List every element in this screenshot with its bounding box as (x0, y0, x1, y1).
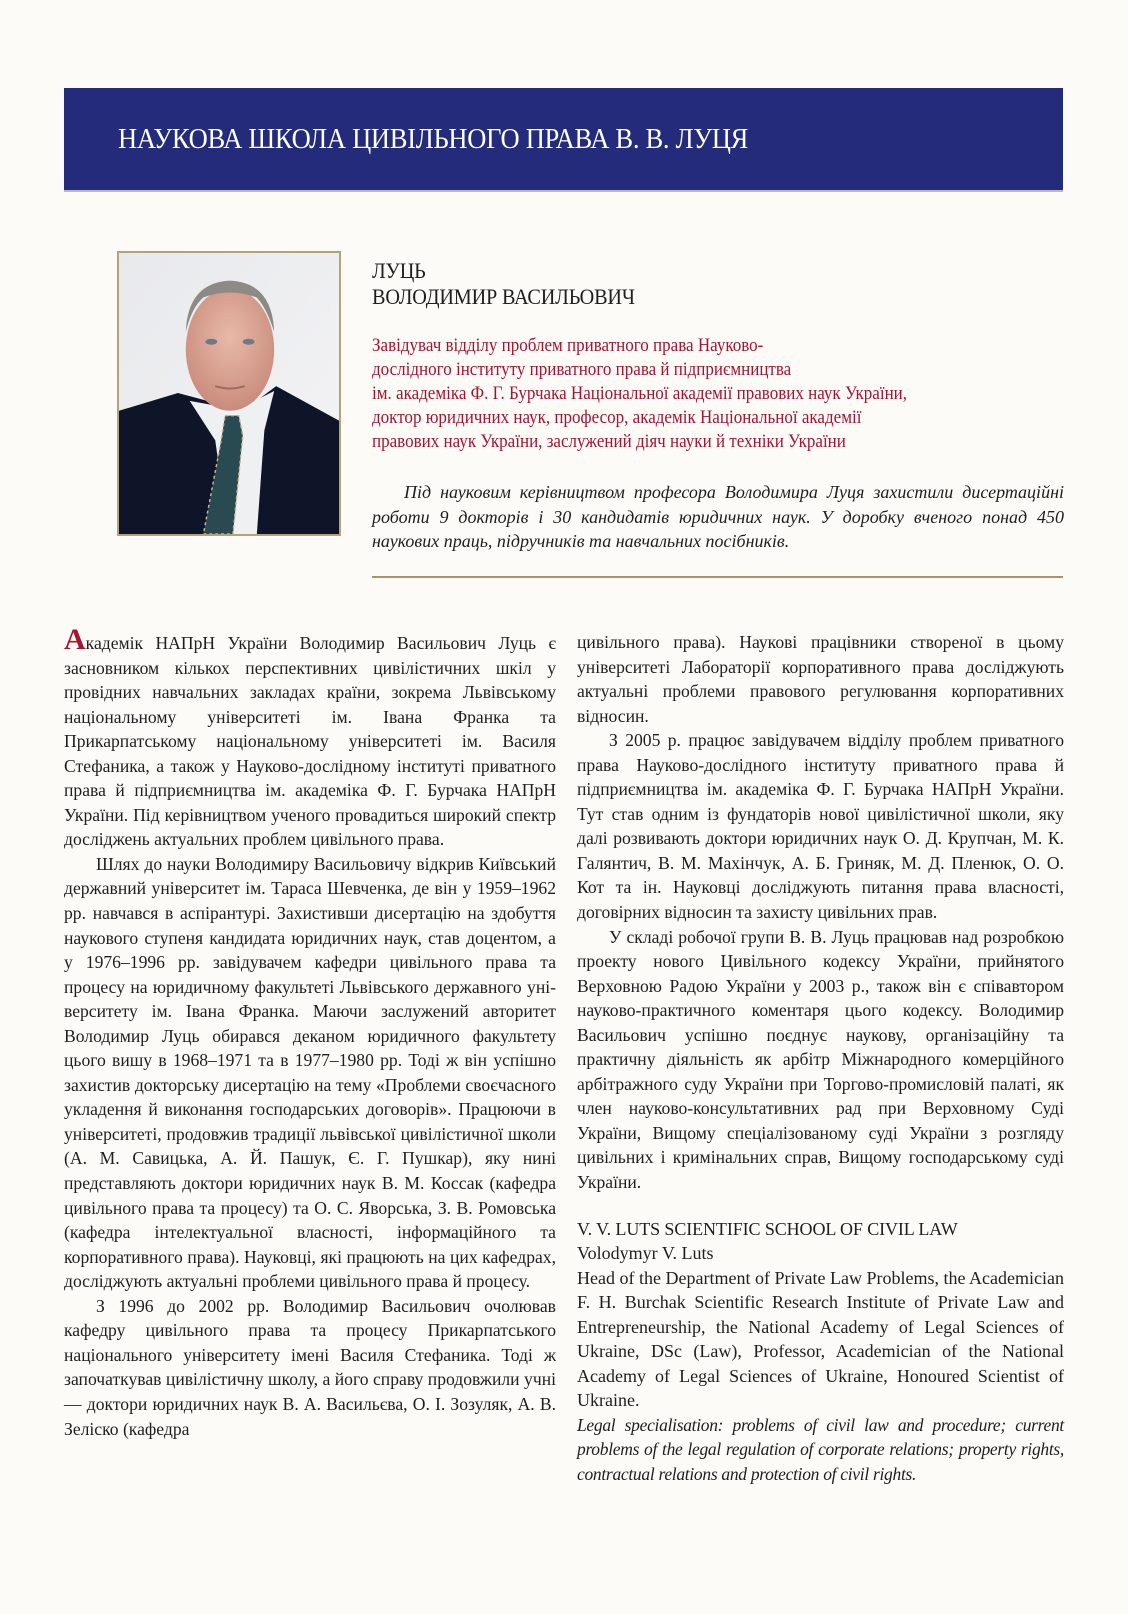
english-position: Head of the Department of Private Law Problems, the Academician F. H. Burchak Scientific Research Institute of Private Law and Entrepreneurship, the National Academy of Legal Sciences of Ukraine, DSc (Law), Professor, Academician of the National Academy of Legal Sciences of Ukraine, Honoured Scientist of Ukraine. (577, 1267, 1064, 1411)
surname: ЛУЦЬ (372, 258, 426, 283)
position-line: доктор юридичних наук, професор, академік Національної академії (372, 408, 862, 428)
position-description (372, 334, 1034, 454)
body-column-left (64, 623, 556, 1441)
paragraph: Шлях до науки Володимиру Васильовичу відкрив Київський державний університет ім. Тараса Шевченка, де він у 1959–1962 рр. навчався в аспірантурі. Захистивши дисертацію на здобуття наукового ступеня кандидата юридичних наук, став доцентом, а у 1976–1996 рр. завідувачем кафедри цивільного права та процесу на юридичному факультеті Львівського державного університету ім. Івана Франка. Маючи заслужений авторитет Володимир Луць обирався деканом юридичного факультету цього вишу в 1968–1971 та в 1977–1980 рр. Тоді ж він успішно захистив докторську дисертацію на тему «Проблеми своєчасного укладення й виконання господарських договорів». Працюючи в університеті, продовжив традиції львівської цивілістичної школи (А. М. Савицька, А. Й. Пашук, Є. Г. Пушкар), яку нині представляють доктори юридичних наук В. М. Коссак (кафедра цивільного права та процесу) та О. С. Яворська, З. В. Ромовська (кафедра інтелектуальної власності, інформаційного та корпоративного права). Науковці, які працюють на цих кафедрах, досліджують актуальні проблеми цивільного права й процесу. (64, 853, 556, 1292)
given-names: ВОЛОДИМИР ВАСИЛЬОВИЧ (372, 284, 635, 309)
header-banner (64, 88, 1063, 192)
english-abstract (577, 1217, 1064, 1487)
position-line: дослідного інституту приватного права й підприємництва (372, 360, 792, 380)
divider (372, 576, 1063, 578)
portrait-image-icon (119, 253, 339, 534)
position-line: Завідувач відділу проблем приватного права Науково- (372, 336, 764, 356)
paragraph: З 2005 р. працює завідувачем відділу проблем приватного права Науково-дослідного інституту приватного права й підприємництва ім. академіка Ф. Г. Бурчака НАПрН України. Тут став одним із фундаторів нової цивілістичної школи, яку далі розвивають доктори юридичних наук О. Д. Крупчан, М. К. Галянтич, В. М. Махінчук, А. Б. Гриняк, М. Д. Пленюк, О. О. Кот та ін. Науковці досліджують питання права власності, договірних відносин та захисту цивільних прав. (577, 730, 1064, 923)
english-title: V. V. LUTS SCIENTIFIC SCHOOL OF CIVIL LAW (577, 1218, 958, 1239)
english-specialisation: Legal specialisation: problems of civil law and procedure; current problems of the legal regulation of corporate relations; property rights, contractual relations and protection of civil rights. (577, 1414, 1064, 1484)
paragraph: У складі робочої групи В. В. Луць працював над розробкою проекту нового Цивільного кодексу України, прийнятого Верховною Радою України у 2003 р., також він є співавтором науково-практичного коментаря цього кодексу. Володимир Васильович успішно поєднує наукову, організаційну та практичну діяльність як арбітр Міжнародного комерційного арбітражного суду України при Торгово-промисловій палаті, як член науково-консультативних рад при Верховному Суді України, Вищому спеціалізованому суді України з розгляду цивільних і кримінальних справ, Вищому господарському суді України. (577, 926, 1064, 1193)
portrait-photo (117, 251, 341, 536)
paragraph: цивільного права). Наукові працівники створеної в цьому університеті Лабораторії корпоративного права досліджують актуальні проблеми правового регулювання корпоративних відносин. (577, 632, 1064, 726)
drop-cap: А (64, 623, 86, 656)
position-line: ім. академіка Ф. Г. Бурчака Національної академії правових наук України, (372, 384, 908, 404)
english-name: Volodymyr V. Luts (577, 1243, 714, 1264)
page-title: НАУКОВА ШКОЛА ЦИВІЛЬНОГО ПРАВА В. В. ЛУЦЯ (118, 124, 749, 155)
position-line: правових наук України, заслужений діяч науки й техніки України (372, 432, 846, 452)
body-column-right (577, 630, 1064, 1486)
paragraph: З 1996 до 2002 рр. Володимир Васильович очолював кафедру цивільного права та процесу Прикарпатського національного університету імені Василя Стефаника. Тоді ж започаткував цивілістичну школу, а його справу продовжили учні — доктори юридичних наук В. А. Васильєва, О. І. Зозуляк, А. В. Зеліско (кафедра (64, 1295, 556, 1439)
paragraph: Академік НАПрН України Володимир Васильович Луць є засновником кількох перспективних цивілістичних шкіл у провідних навчальних закладах країни, зокрема Львівському національному університеті ім. Івана Франка та Прикарпатському національному університеті ім. Василя Стефаника, а також у Науково-дослідному інституті приватного права й підприємництва ім. академіка Ф. Г. Бурчака НАПрН України. Під керівництвом ученого провадиться широкий спектр досліджень актуальних проблем цивільного права. (64, 623, 556, 850)
summary-paragraph: Під науковим керівництвом професора Володимира Луця захистили дисертаційні роботи 9 докторів і 30 кандидатів юридичних наук. У доробку вченого понад 450 наукових праць, підручників та навчальних посібників. (372, 482, 1064, 551)
person-name (372, 258, 635, 310)
